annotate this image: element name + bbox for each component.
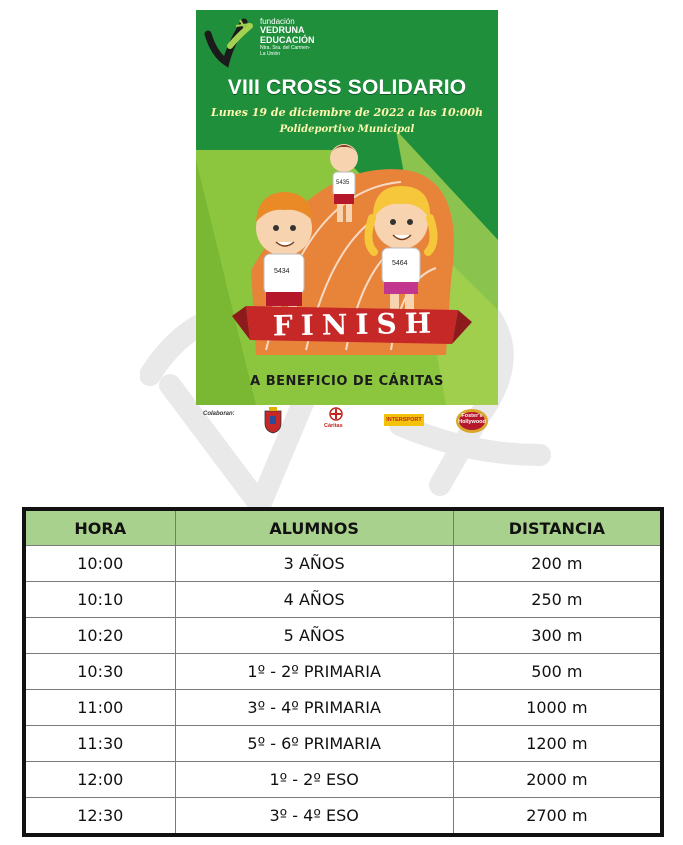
cell-hora: 10:20 xyxy=(24,618,175,654)
intersport-logo: INTERSPORT xyxy=(384,414,424,426)
sponsors-label: Colaboran: xyxy=(203,411,235,417)
cell-alumnos: 4 AÑOS xyxy=(175,582,453,618)
header-hora: HORA xyxy=(24,509,175,546)
caritas-logo-icon xyxy=(329,407,343,421)
poster-title: VIII CROSS SOLIDARIO xyxy=(227,76,467,99)
cell-alumnos: 1º - 2º ESO xyxy=(175,762,453,798)
fosters-hollywood-logo-text: Foster's Hollywood xyxy=(458,413,486,425)
cell-distancia: 300 m xyxy=(453,618,662,654)
table-header-row xyxy=(24,509,662,546)
schedule-table xyxy=(22,507,664,837)
town-hall-crest-icon xyxy=(262,407,284,435)
header-distancia: DISTANCIA xyxy=(453,509,662,546)
cell-alumnos: 3º - 4º ESO xyxy=(175,798,453,836)
caritas-logo-text: Cáritas xyxy=(324,423,343,429)
table-row xyxy=(24,618,662,654)
cell-alumnos: 1º - 2º PRIMARIA xyxy=(175,654,453,690)
table-row xyxy=(24,726,662,762)
header-alumnos: ALUMNOS xyxy=(175,509,453,546)
finish-banner-text: FINISH xyxy=(272,306,440,343)
table-row xyxy=(24,762,662,798)
cell-distancia: 200 m xyxy=(453,546,662,582)
cell-hora: 10:10 xyxy=(24,582,175,618)
logo-line: EDUCACIÓN xyxy=(260,34,315,45)
vedruna-logo-icon xyxy=(204,16,256,68)
bib-number: 5434 xyxy=(274,268,290,275)
cell-hora: 10:00 xyxy=(24,546,175,582)
cell-alumnos: 5º - 6º PRIMARIA xyxy=(175,726,453,762)
cell-hora: 10:30 xyxy=(24,654,175,690)
table-row xyxy=(24,798,662,836)
cell-distancia: 250 m xyxy=(453,582,662,618)
logo-line: VEDRUNA xyxy=(260,25,305,36)
cell-distancia: 1200 m xyxy=(453,726,662,762)
cell-distancia: 1000 m xyxy=(453,690,662,726)
cell-distancia: 500 m xyxy=(453,654,662,690)
cell-hora: 12:00 xyxy=(24,762,175,798)
cell-distancia: 2700 m xyxy=(453,798,662,836)
cell-alumnos: 3 AÑOS xyxy=(175,546,453,582)
event-date: Lunes 19 de diciembre de 2022 a las 10:00h xyxy=(210,106,484,119)
cell-hora: 11:30 xyxy=(24,726,175,762)
logo-line: Ntra. Sra. del Carmen- xyxy=(260,45,311,52)
poster-artwork xyxy=(196,10,498,405)
foundation-logo-text xyxy=(260,18,315,57)
cell-hora: 12:30 xyxy=(24,798,175,836)
cell-distancia: 2000 m xyxy=(453,762,662,798)
table-row xyxy=(24,582,662,618)
bib-number: 5464 xyxy=(392,260,408,267)
table-row xyxy=(24,654,662,690)
table-row xyxy=(24,690,662,726)
table-row xyxy=(24,546,662,582)
event-venue: Polideportivo Municipal xyxy=(279,124,415,135)
logo-line: fundación xyxy=(260,17,295,26)
sponsors-strip xyxy=(196,405,498,437)
bib-number: 5435 xyxy=(336,180,350,186)
cell-alumnos: 5 AÑOS xyxy=(175,618,453,654)
charity-tagline: A BENEFICIO DE CÁRITAS xyxy=(250,374,444,389)
cell-hora: 11:00 xyxy=(24,690,175,726)
logo-line: La Unión xyxy=(260,50,281,57)
cell-alumnos: 3º - 4º PRIMARIA xyxy=(175,690,453,726)
event-poster xyxy=(196,10,498,405)
